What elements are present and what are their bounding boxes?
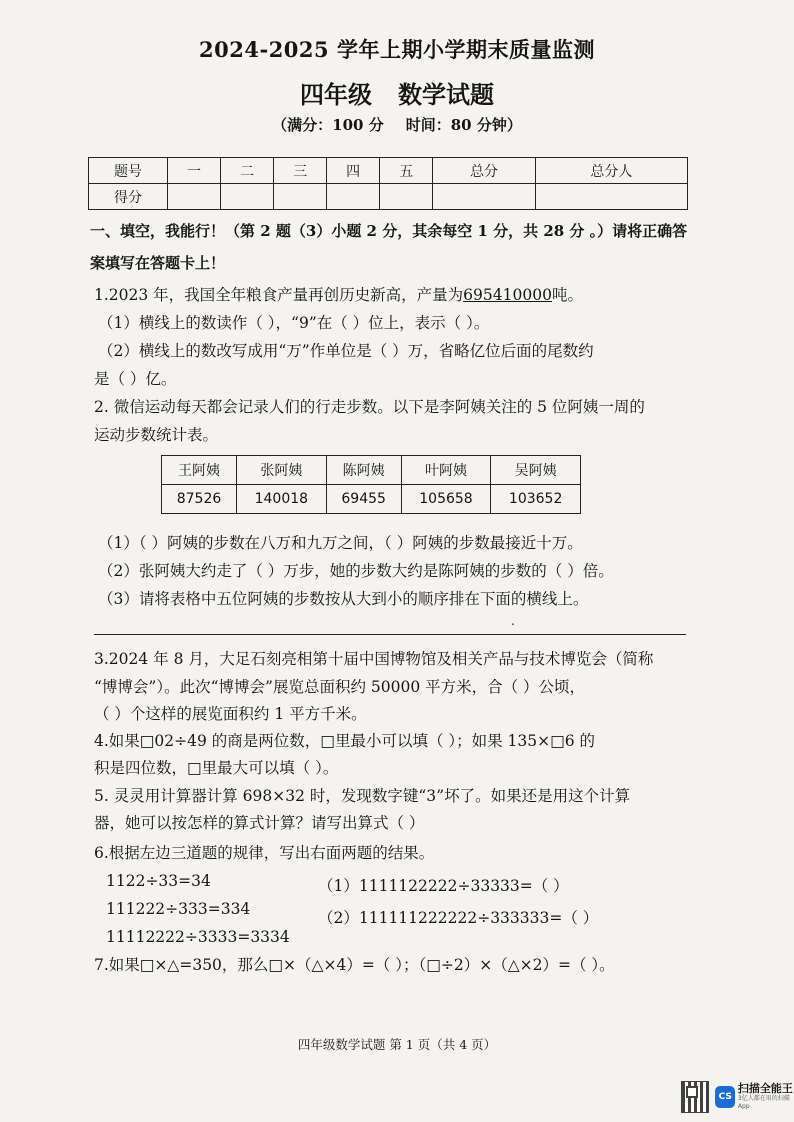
time-info: 时间：80 分钟）	[405, 116, 522, 134]
qr-code-icon	[681, 1081, 709, 1113]
q6-task: （1）1111122222÷33333=（ ）	[318, 877, 569, 895]
section1-heading	[90, 220, 687, 242]
q1-number: 695410000	[463, 286, 552, 304]
steps-value-cell: 105658	[401, 485, 491, 514]
page-footer: 四年级数学试题 第 1 页（共 4 页）	[297, 1037, 497, 1052]
score-cell: 得分	[89, 184, 168, 210]
camscanner-logo-icon: CS	[715, 1086, 734, 1108]
steps-value-cell: 87526	[162, 485, 237, 514]
q2-part1: （1）（ ）阿姨的步数在八万和九万之间，（ ）阿姨的步数最接近十万。	[98, 534, 583, 552]
q3-line1: 3.2024 年 8 月，大足石刻亮相第十届中国博物馆及相关产品与技术博览会（简称	[94, 650, 654, 668]
q6-example: 111222÷333=334	[106, 900, 251, 918]
score-input-cell[interactable]	[433, 184, 536, 210]
steps-name-cell: 张阿姨	[237, 456, 327, 485]
score-input-cell[interactable]	[274, 184, 327, 210]
score-cell: 二	[221, 158, 274, 184]
score-cell: 总分人	[535, 158, 687, 184]
exam-subtitle	[0, 75, 794, 110]
full-score-info: （满分：100 分	[272, 116, 384, 134]
scanner-watermark	[681, 1082, 794, 1112]
q2-stem-line2: 运动步数统计表。	[94, 426, 219, 444]
steps-table	[161, 455, 581, 514]
score-cell: 五	[380, 158, 433, 184]
q1-stem	[94, 284, 583, 306]
score-input-cell[interactable]	[535, 184, 687, 210]
q6-example: 1122÷33=34	[106, 872, 211, 890]
q6-example: 11112222÷3333=3334	[106, 928, 290, 946]
score-cell: 三	[274, 158, 327, 184]
q6-stem: 6.根据左边三道题的规律，写出右面两题的结果。	[94, 844, 435, 862]
q4-line2: 积是四位数，□里最大可以填（ ）。	[94, 759, 339, 777]
q5-line2: 器，她可以按怎样的算式计算？请写出算式（ ）	[94, 814, 425, 832]
exam-title: 2024-2025 学年上期小学期末质量监测	[199, 37, 595, 62]
q7-line1: 7.如果□×△=350，那么□×（△×4）=（ ）；（□÷2）×（△×2）=（ ）。	[94, 956, 615, 974]
q2-stem-line1: 2. 微信运动每天都会记录人们的行走步数。以下是李阿姨关注的 5 位阿姨一周的	[94, 398, 645, 416]
score-input-cell[interactable]	[168, 184, 221, 210]
q1-part1: （1）横线上的数读作（ ），“9”在（ ）位上，表示（ ）。	[98, 314, 490, 332]
steps-name-cell: 叶阿姨	[401, 456, 491, 485]
q4-line1: 4.如果□02÷49 的商是两位数，□里最小可以填（ ）；如果 135×□6 的	[94, 732, 596, 750]
section1-note: （第 2 题（3）小题 2 分，其余每空 1 分，共 28 分 。）请将正确答	[225, 222, 688, 240]
scanner-slogan: 3亿人都在用的扫描App	[737, 1095, 790, 1110]
score-cell: 一	[168, 158, 221, 184]
score-input-cell[interactable]	[221, 184, 274, 210]
score-cell: 四	[327, 158, 380, 184]
score-input-cell[interactable]	[380, 184, 433, 210]
scanner-text	[738, 1083, 794, 1111]
score-cell: 总分	[433, 158, 536, 184]
score-input-cell[interactable]	[327, 184, 380, 210]
steps-names-row	[162, 456, 581, 485]
steps-name-cell: 陈阿姨	[326, 456, 401, 485]
q3-line3: （ ）个这样的展览面积约 1 平方千米。	[94, 705, 367, 723]
steps-value-cell: 103652	[491, 485, 581, 514]
q6-task: （2）111111222222÷333333=（ ）	[318, 909, 599, 927]
section1-title: 一、填空，我能行！	[90, 222, 226, 240]
score-cell: 题号	[89, 158, 168, 184]
steps-name-cell: 吴阿姨	[491, 456, 581, 485]
steps-name-cell: 王阿姨	[162, 456, 237, 485]
q1-unit: 吨。	[551, 286, 583, 304]
q2-part3: （3）请将表格中五位阿姨的步数按从大到小的顺序排在下面的横线上。	[98, 590, 589, 608]
scanner-name: 扫描全能王	[737, 1082, 793, 1095]
steps-value-cell: 69455	[326, 485, 401, 514]
score-table-score-row	[89, 184, 688, 210]
answer-line[interactable]	[94, 634, 686, 635]
grade-label: 四年级	[300, 80, 372, 109]
q1-part2: （2）横线上的数改写成用“万”作单位是（ ）万，省略亿位后面的尾数约	[98, 342, 594, 360]
answer-line-dot: .	[511, 614, 515, 628]
q5-line1: 5. 灵灵用计算器计算 698×32 时，发现数字键“3”坏了。如果还是用这个计算	[94, 787, 631, 805]
exam-info	[0, 114, 794, 135]
steps-value-cell: 140018	[237, 485, 327, 514]
q1-text: 1.2023 年，我国全年粮食产量再创历史新高，产量为	[94, 286, 464, 304]
q3-line2: “博博会”）。此次“博博会”展览总面积约 50000 平方米，合（ ）公顷，	[94, 678, 586, 696]
q2-part2: （2）张阿姨大约走了（ ）万步，她的步数大约是陈阿姨的步数的（ ）倍。	[98, 562, 614, 580]
steps-values-row	[162, 485, 581, 514]
score-table	[88, 157, 688, 210]
score-table-header-row	[89, 158, 688, 184]
section1-heading-cont: 案填写在答题卡上！	[90, 254, 226, 272]
subject-label: 数学试题	[398, 80, 494, 109]
q1-part2-cont: 是（ ）亿。	[94, 370, 177, 388]
